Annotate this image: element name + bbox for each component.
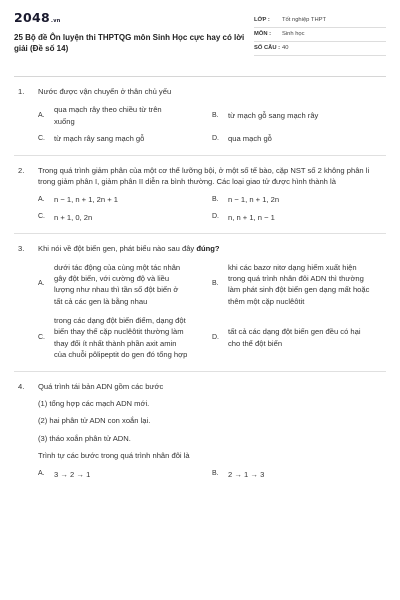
option-letter: C. [38,333,45,341]
meta-label: SỐ CÂU : [254,45,281,52]
question-number: 2. [18,165,25,175]
logo-text: 2048 [14,10,50,25]
step-prompt: Trình tự các bước trong quá trình nhân đôi là [38,451,190,461]
question-number: 4. [18,381,25,391]
question-text-main: Khi nói về đột biến gen, phát biểu nào sau đây [38,244,197,254]
option-text: qua mạch rây theo chiều từ trên xuống [54,105,162,126]
option-b[interactable] [212,262,386,308]
step-line-1: (1) tổng hợp các mạch ADN mới. [38,399,150,409]
option-text: n + 1, 0, 2n [54,212,93,222]
step-line-3: (3) tháo xoắn phân tử ADN. [38,433,131,443]
question-1 [14,77,386,156]
option-letter: D. [212,333,219,341]
option-a[interactable] [38,194,212,205]
option-letter: A. [38,195,45,203]
option-letter: D. [212,134,219,142]
option-letter: A. [38,111,45,119]
option-text: trong các dạng đột biến điểm, dạng đột biến thay thế cặp nuclêôtit thường làm thay đổi ít nhất thành phần axit amin của chuỗi pôlipeptit do gen đó tổng hợp [54,316,188,360]
option-text: n − 1, n + 1, 2n [228,195,280,205]
option-text: n, n + 1, n − 1 [228,212,275,222]
option-letter: B. [212,280,219,288]
meta-value: Sinh học [282,31,305,38]
meta-value: 40 [282,45,289,52]
option-text: từ mạch gỗ sang mạch rây [228,111,319,121]
question-stem [14,243,386,254]
option-d[interactable] [212,315,386,361]
option-a[interactable] [38,469,212,480]
document-header [14,10,386,70]
meta-count-row [254,42,386,56]
option-b[interactable] [212,194,386,205]
option-letter: B. [212,111,219,119]
option-text: 3 → 2 → 1 [54,469,91,479]
question-stem [14,381,386,392]
option-letter: C. [38,134,45,142]
options-grid [14,262,386,361]
option-letter: B. [212,470,219,478]
option-text: 2 → 1 → 3 [228,469,265,479]
question-text: Quá trình tái bản ADN gồm các bước [38,381,164,391]
option-text: qua mạch gỗ [228,134,272,144]
site-logo[interactable] [14,10,250,29]
option-c[interactable] [38,212,212,223]
option-a[interactable] [38,104,212,127]
question-stem [14,86,386,97]
option-d[interactable] [212,133,386,144]
option-text: n − 1, n + 1, 2n + 1 [54,195,118,205]
question-text: Trong quá trình giảm phân của một cơ thể lưỡng bội, ở một số tế bào, cặp NST số 2 không phân li trong giảm phân I, giảm phân II diễn ra bình thường. Các loại giao tử được hình thành là [38,165,370,186]
meta-value: Tốt nghiệp THPT [282,17,327,24]
option-text: dưới tác động của cùng một tác nhân gây đột biến, với cường độ và liều lượng như nhau thì tần số đột biến ở tất cả các gen là bằng nhau [54,262,181,306]
option-letter: D. [212,213,219,221]
option-a[interactable] [38,262,212,308]
document-title: 25 Bộ đề Ôn luyện thi THPTQG môn Sinh Học cực hay có lời giải (Đề số 14) [14,33,245,53]
header-left [14,10,250,70]
options-grid [14,469,386,480]
meta-subject-row [254,28,386,42]
option-text: tất cả các dạng đột biến gen đều có hại cho thể đột biến [228,327,361,348]
question-text: Nước được vận chuyển ở thân chủ yếu [38,87,172,96]
document-meta [254,10,386,70]
option-b[interactable] [212,469,386,480]
question-text [38,243,386,254]
option-letter: A. [38,470,45,478]
meta-class-row [254,14,386,28]
question-2 [14,156,386,235]
meta-label: MÔN : [254,31,272,38]
option-letter: A. [38,280,45,288]
option-d[interactable] [212,212,386,223]
option-letter: C. [38,213,45,221]
question-stem [14,165,386,188]
options-grid [14,104,386,144]
meta-label: LỚP : [254,17,270,24]
option-text: khi các bazơ nitơ dạng hiếm xuất hiện trong quá trình nhân đôi ADN thì thường làm phát sinh đột biến gen dạng mất hoặc thêm một cặp nuclêôtit [228,262,370,306]
question-number: 1. [18,87,25,96]
option-c[interactable] [38,133,212,144]
option-c[interactable] [38,315,212,361]
logo-suffix: .vn [51,18,61,24]
question-text-emphasis: đúng? [196,244,220,254]
step-line-2: (2) hai phân tử ADN con xoắn lại. [38,416,151,426]
question-number: 3. [18,244,25,254]
option-letter: B. [212,195,219,203]
options-grid [14,194,386,223]
question-3 [14,234,386,372]
question-4 [14,372,386,480]
option-b[interactable] [212,104,386,127]
option-text: từ mạch rây sang mạch gỗ [54,134,145,144]
